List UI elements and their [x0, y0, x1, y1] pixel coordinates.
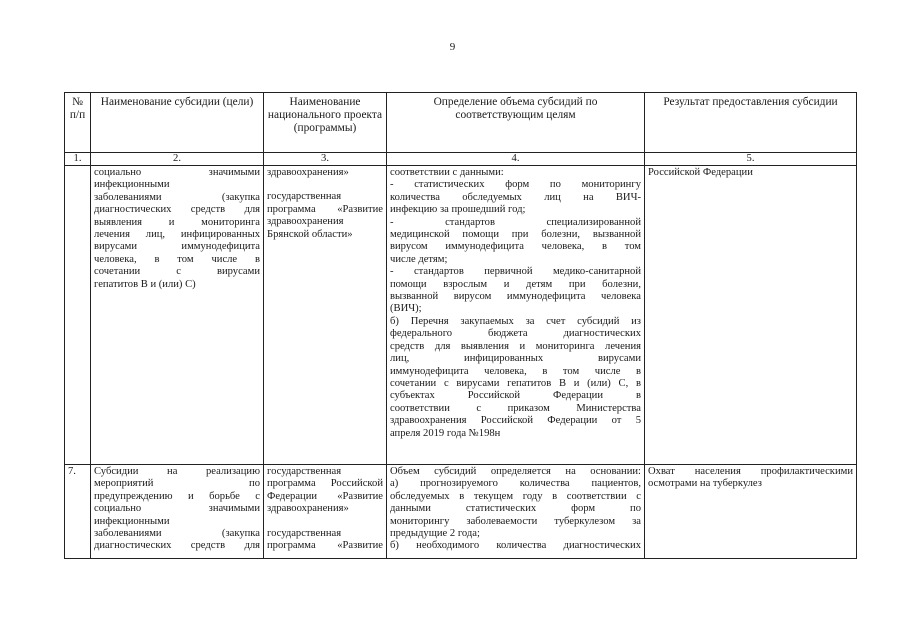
text-line: а) прогнозируемого количества пациентов, [390, 478, 641, 490]
header-national-project: Наименование национального проекта (программы) [264, 93, 387, 153]
text-line: соответствии с данными: [390, 167, 504, 178]
national-project-cell [264, 166, 387, 465]
text-line: мероприятий по [94, 478, 260, 490]
text-line: - статистических форм по мониторингу [390, 179, 641, 191]
text-line: вирусами иммунодефицита [94, 241, 260, 253]
text-line: субъектах Российской Федерации в [390, 390, 641, 402]
text-line: иммунодефицита человека, в том числе в [390, 365, 641, 377]
text-line: социально значимыми [94, 167, 260, 178]
text-line: гепатитов В и (или) С) [94, 278, 196, 290]
text-line: диагностических средств для [94, 540, 260, 552]
text-line: предыдущие 2 года; [390, 528, 480, 540]
text-line: заболеваниями (закупка [94, 191, 260, 203]
text-line: числе детям; [390, 253, 448, 265]
text-line: Охват населения профилактическими [648, 466, 853, 477]
text-line: мониторингу заболеваемости туберкулезом за [390, 515, 641, 527]
text-line: медицинской помощи при болезни, вызванной [390, 229, 641, 241]
text-line: данными статистических форм по [390, 503, 641, 515]
text-line: программа «Развитие [267, 203, 383, 215]
text-line: апреля 2019 года №198н [390, 427, 501, 439]
table-header-row [65, 93, 857, 153]
text-line: здравоохранения» [267, 503, 349, 515]
text-line: диагностических средств для [94, 204, 260, 216]
text-line: здравоохранения Российской Федерации от 5 [390, 415, 641, 427]
text-line: государственная [267, 191, 342, 203]
text-line: Брянской области» [267, 228, 353, 240]
subsidy-table [64, 92, 857, 559]
national-project-cell [264, 465, 387, 559]
text-line: Российской Федерации [648, 167, 753, 178]
text-line: б) необходимого количества диагностических [390, 540, 641, 552]
text-line: заболеваниями (закупка [94, 528, 260, 540]
text-line: государственная [267, 527, 342, 539]
text-line: лиц, инфицированных вирусами [390, 353, 641, 365]
column-number: 4. [387, 153, 645, 166]
column-number: 1. [65, 153, 91, 166]
text-line: - стандартов специализированной [390, 216, 641, 228]
row-number: 7. [65, 465, 91, 559]
text-line: вирусом иммунодефицита человека, в том [390, 241, 641, 253]
column-number: 3. [264, 153, 387, 166]
text-line: Субсидии на реализацию [94, 466, 260, 477]
text-line: здравоохранения [267, 216, 344, 228]
text-line: государственная [267, 466, 342, 477]
text-line: вызванной вирусом иммунодефицита человека [390, 291, 641, 303]
table-row [65, 465, 857, 559]
text-line: Федерации «Развитие [267, 490, 383, 502]
table-row [65, 166, 857, 465]
subsidy-volume-cell [387, 465, 645, 559]
text-line: сочетании с вирусами гепатитов В и (или) С, в [390, 377, 641, 389]
row-number [65, 166, 91, 465]
page-number: 9 [449, 41, 456, 53]
text-line: инфекцию за прошедший год; [390, 204, 526, 216]
text-line: соответствии с приказом Министерства [390, 402, 641, 414]
text-line: предупреждению и борьбе с [94, 490, 260, 502]
column-number: 2. [91, 153, 264, 166]
subsidy-name-cell [91, 166, 264, 465]
column-number-row [65, 153, 857, 166]
text-line: человека, в том числе в [94, 253, 260, 265]
text-line: Объем субсидий определяется на основании: [390, 466, 641, 477]
text-line: - стандартов первичной медико-санитарной [390, 266, 641, 278]
text-line: помощи взрослым и детям при болезни, [390, 278, 641, 290]
subsidy-result-cell [645, 166, 857, 465]
text-line: осмотрами на туберкулез [648, 478, 762, 490]
text-line: количества обследуемых лиц на ВИЧ- [390, 191, 641, 203]
subsidy-name-cell [91, 465, 264, 559]
column-number: 5. [645, 153, 857, 166]
header-number: № п/п [65, 93, 91, 153]
text-line: здравоохранения» [267, 167, 349, 178]
header-subsidy-name: Наименование субсидии (цели) [91, 93, 264, 153]
text-line: обследуемых в текущем году в соответствии с [390, 490, 641, 502]
subsidy-volume-cell [387, 166, 645, 465]
text-line: программа Российской [267, 478, 383, 490]
text-line: федерального бюджета диагностических [390, 328, 641, 340]
text-line: выявления и мониторинга [94, 216, 260, 228]
text-line: (ВИЧ); [390, 303, 422, 315]
text-line: программа «Развитие [267, 540, 383, 552]
text-line: инфекционными [94, 515, 170, 527]
text-line: лечения лиц, инфицированных [94, 229, 260, 241]
header-subsidy-volume: Определение объема субсидий по соответствующим целям [387, 93, 645, 153]
text-line: инфекционными [94, 179, 170, 191]
text-line: социально значимыми [94, 503, 260, 515]
subsidy-result-cell [645, 465, 857, 559]
text-line: б) Перечня закупаемых за счет субсидий из [390, 315, 641, 327]
text-line: сочетании с вирусами [94, 266, 260, 278]
text-line: средств для выявления и мониторинга лечения [390, 340, 641, 352]
header-subsidy-result: Результат предоставления субсидии [645, 93, 857, 153]
